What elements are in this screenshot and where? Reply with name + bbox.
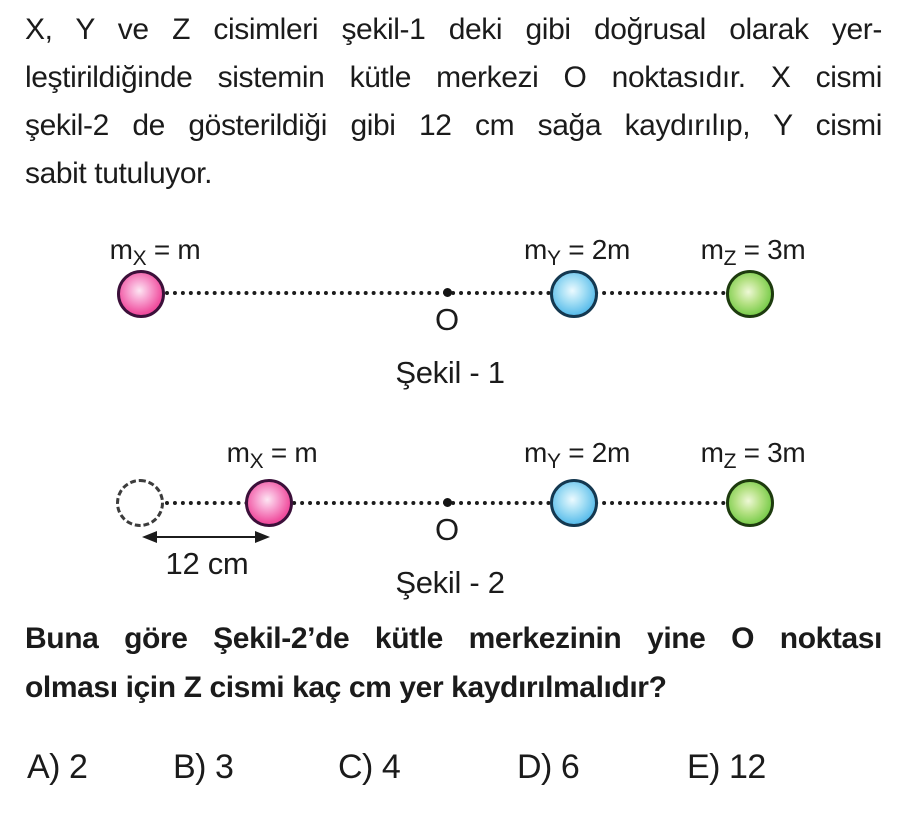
mass-y-circle-fig2 <box>550 479 598 527</box>
origin-label-fig1: O <box>434 302 460 337</box>
figure-1-caption: Şekil - 1 <box>395 355 505 390</box>
question-line: olması için Z cismi kaç cm yer kaydırılmalıdır? <box>25 671 667 704</box>
question-line: Buna göre Şekil-2’de kütle merkezinin yine O noktası <box>25 622 882 655</box>
arrowhead-right-icon <box>255 531 270 543</box>
question-text <box>25 614 882 712</box>
mass-z-circle-fig2 <box>726 479 774 527</box>
ghost-previous-position-circle <box>116 479 164 527</box>
mass-label-y-fig2: $m_Y = 2m$ <box>523 437 631 473</box>
paragraph-line: X, Y ve Z cisimleri şekil-1 deki gibi doğrusal olarak yer- <box>25 13 882 46</box>
paragraph-line: leştirildiğinde sistemin kütle merkezi O noktasıdır. X cismi <box>25 61 882 94</box>
mass-x-circle-fig1 <box>117 270 165 318</box>
center-of-mass-dot-fig2 <box>443 498 452 507</box>
choice-c: C) 4 <box>338 748 401 786</box>
center-of-mass-dot-fig1 <box>443 288 452 297</box>
choice-b: B) 3 <box>173 748 234 786</box>
mass-label-z-fig2: $m_Z = 3m$ <box>700 437 806 473</box>
choice-d: D) 6 <box>517 748 580 786</box>
mass-y-circle-fig1 <box>550 270 598 318</box>
choice-a: A) 2 <box>27 748 88 786</box>
mass-label-x-fig1: $m_X = m$ <box>109 234 201 270</box>
distance-label: 12 cm <box>165 546 249 581</box>
figure-2-caption: Şekil - 2 <box>395 565 505 600</box>
arrow-shaft <box>146 536 266 538</box>
displacement-arrow <box>142 531 270 544</box>
paragraph-line: şekil-2 de gösterildiği gibi 12 cm sağa kaydırılıp, Y cismi <box>25 109 882 142</box>
mass-x-circle-fig2 <box>245 479 293 527</box>
mass-label-x-fig2: $m_X = m$ <box>226 437 318 473</box>
paragraph-line: sabit tutuluyor. <box>25 157 213 190</box>
origin-label-fig2: O <box>434 512 460 547</box>
mass-label-z-fig1: $m_Z = 3m$ <box>700 234 806 270</box>
intro-paragraph <box>25 6 882 198</box>
mass-z-circle-fig1 <box>726 270 774 318</box>
mass-label-y-fig1: $m_Y = 2m$ <box>523 234 631 270</box>
choice-e: E) 12 <box>687 748 766 786</box>
